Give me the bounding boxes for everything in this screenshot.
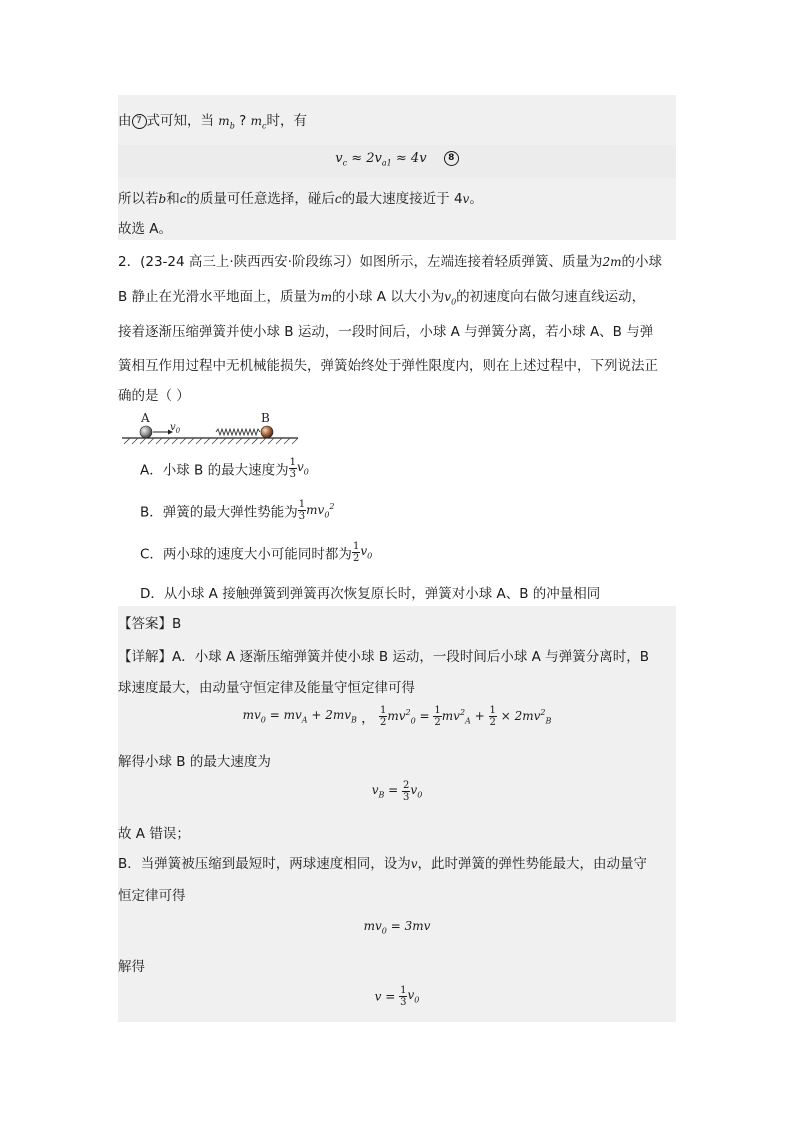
equation-momentum-common: $mv_0 = 3mv$ bbox=[363, 919, 431, 936]
equation-momentum-energy: $mv_0 = mv_A + 2mv_B$ ， $\frac{1}{2}$ $mv^2_0$ = $\frac{1}{2}$ $mv^2_A$ + $\frac{1}{2}$ × $2mv^2_B$ bbox=[242, 705, 552, 728]
solve-line-2: 解得 bbox=[118, 959, 145, 975]
answer-label: 【答案】B bbox=[118, 616, 182, 632]
option-d: D．从小球 A 接触弹簧到弹簧再次恢复原长时，弹簧对小球 A、B 的冲量相同 bbox=[140, 586, 601, 602]
solve-line-1: 解得小球 B 的最大速度为 bbox=[118, 754, 271, 770]
question-line-1: 2．(23-24 高三上·陕西西安·阶段练习）如图所示，左端连接着轻质弹簧、质量为2m的小球 bbox=[118, 254, 662, 270]
spring-ball-figure bbox=[120, 410, 300, 450]
prev-conclusion: 所以若b和c的质量可任意选择，碰后c的最大速度接近于 4v。 bbox=[118, 191, 483, 207]
question-line-2: B 静止在光滑水平地面上，质量为m的小球 A 以大小为$v_0$的初速度向右做匀速直线运动， bbox=[118, 289, 646, 307]
option-b: B．弹簧的最大弹性势能为 $\frac{1}{3}$ $mv_0^2$ bbox=[140, 499, 335, 522]
label-v0: $v_0$ bbox=[170, 422, 181, 435]
prev-line-1: 由 7 式可知，当 $m_b$ ? $m_c$时，有 bbox=[118, 113, 307, 131]
label-a: A bbox=[141, 411, 150, 425]
b-line-2: 恒定律可得 bbox=[118, 888, 186, 904]
circled-number-7: 7 bbox=[132, 114, 147, 129]
equation-8: $v_c \approx 2v_{a1} \approx 4v$ 8 bbox=[118, 150, 676, 168]
ball-b bbox=[261, 426, 273, 438]
question-line-5: 确的是（ ） bbox=[118, 388, 190, 404]
equation-v: v = $\frac{1}{3}$ $v_0$ bbox=[374, 985, 420, 1008]
a-wrong: 故 A 错误； bbox=[118, 826, 190, 842]
prev-choose: 故选 A。 bbox=[118, 221, 173, 237]
question-line-4: 簧相互作用过程中无机械能损失，弹簧始终处于弹性限度内，则在上述过程中，下列说法正 bbox=[118, 358, 658, 374]
option-a: A．小球 B 的最大速度为 $\frac{1}{3}$ $v_0$ bbox=[140, 457, 309, 480]
option-c: C．两小球的速度大小可能同时都为 $\frac{1}{2}$ $v_0$ bbox=[140, 541, 373, 564]
circled-number-8: 8 bbox=[444, 151, 459, 166]
question-line-3: 接着逐渐压缩弹簧并使小球 B 运动，一段时间后，小球 A 与弹簧分离，若小球 A、B 与弹 bbox=[118, 324, 654, 340]
detail-line-1: 【详解】A．小球 A 逐渐压缩弹簧并使小球 B 运动，一段时间后小球 A 与弹簧分离时，B bbox=[118, 649, 649, 665]
spring bbox=[216, 429, 260, 435]
shaded-band-answer bbox=[118, 606, 676, 1022]
detail-line-2: 球速度最大，由动量守恒定律及能量守恒定律可得 bbox=[118, 680, 415, 696]
equation-vb: $v_B$ = $\frac{2}{3}$ $v_0$ bbox=[371, 780, 423, 803]
ball-a bbox=[140, 426, 152, 438]
b-line-1: B．当弹簧被压缩到最短时，两球速度相同，设为v，此时弹簧的弹性势能最大，由动量守 bbox=[118, 856, 648, 872]
label-b: B bbox=[261, 411, 270, 425]
ground-hatching bbox=[124, 438, 298, 444]
